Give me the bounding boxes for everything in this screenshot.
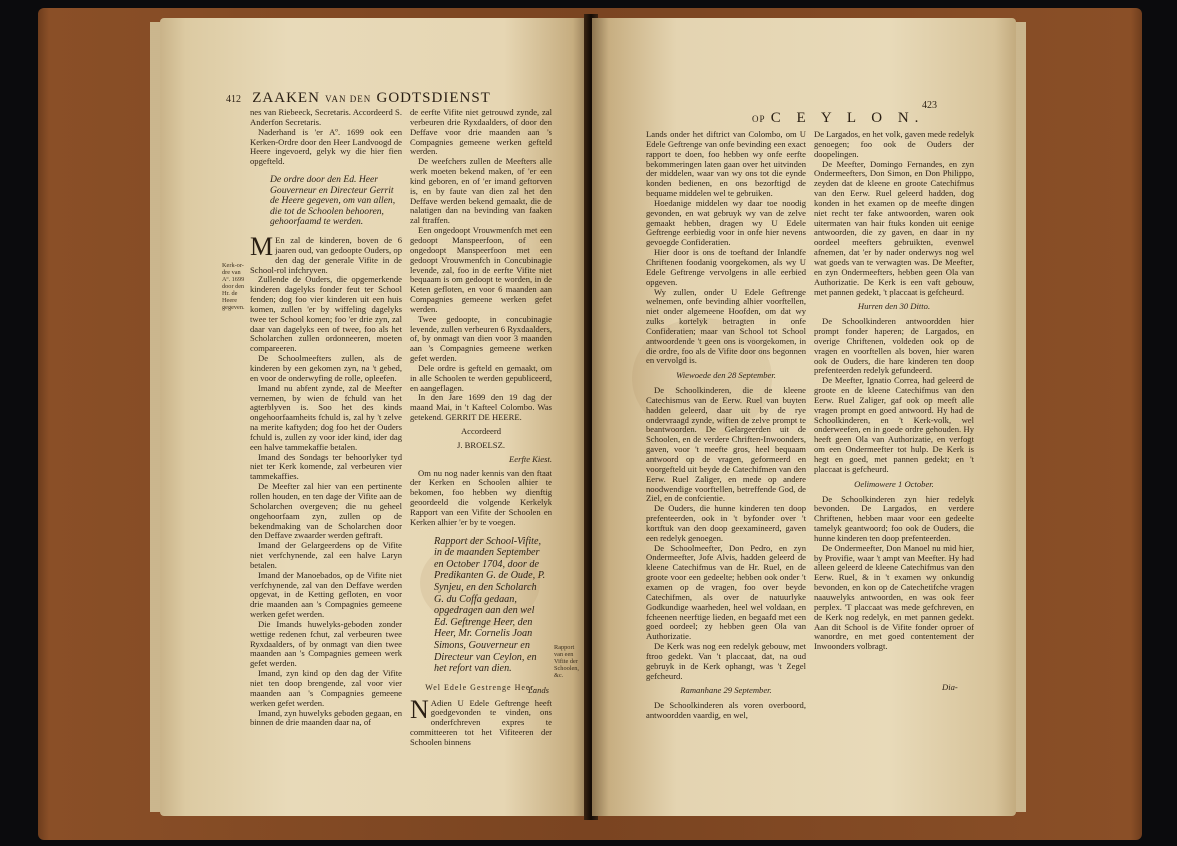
paragraph: Imand der Gelargeerdens op de Vifite niet verfchynende, zal een halve Laryn betalen. [250, 540, 402, 570]
paragraph: Imand der Manoebados, op de Vifite niet verfchynende, zal van den Deffave werden opgevat, in de Ketting gefloten, en voor drie maanden aan 's Compagnies gemeene werken gefet werden. [250, 569, 402, 620]
right-running-head [752, 110, 924, 127]
ordre-title: De ordre door den Ed. Heer Gouverneur en Directeur Gerrit de Heere gegeven, om van allen, die tot de Schoolen behooren, gehoorfaamd te werden. [270, 174, 396, 228]
left-page [160, 18, 590, 816]
left-margin-note-1: Kerk-or- dre van Aº. 1699 door den Hr. de Heere gegeven. [222, 262, 245, 311]
paragraph: De Ondermeefter, Don Manoel nu mid hier, by Provifie, waar 't ampt van Meefter. Hy had alleen geleerd de kleene Catechifmus van den Eerw. Ruel, & in 't examen wy onkundig bevonden, en kon op de Catechetifche vragen naauwelyks antwoorden, en was ook feer perplex. 'T placcaat was mede gefchreven, en de Kerk nog redelyk, en met pannen gedekt. Aan dit School is de Vifite fonder oproer of wanordre, en met goed contentement der Inwoonders volbragt. [814, 542, 974, 652]
rapport-title: Rapport der School-Vifite, in de maanden September en October 1704, door de Predikanten G. de Oude, P. Synjeu, en den Scholarch G. du Coffa gedaan, opgedragen aan den wel Ed. Geftrenge Heer, den Heer, Mr. Cornelis Joan Simons, Gouverneur en Directeur van Ceylon, en het refort van dien. [434, 535, 546, 675]
paragraph: de eerfte Vifite niet getrouwd zynde, zal verbeuren drie Ryxdaalders, of door den Deffave voor drie maanden aan 's Compagnies gemeene werken gefteld werden. [410, 107, 552, 157]
paragraph: Om nu nog nader kennis van den ftaat der Kerken en Schoolen alhier te bekomen, foo hebben wy dienftig geoordeeld die volgende Kerkelyk Rapport van een Vifite der Schoolen en Kerken alhier 'er by te voegen. [410, 467, 552, 527]
paragraph: In den Jare 1699 den 19 dag der maand Mai, in 't Kafteel Colombo. Was getekend. GERRIT DE HEERE. [410, 392, 552, 423]
date-heading: Hurren den 30 Ditto. [857, 301, 931, 312]
right-column-1 [646, 130, 806, 721]
right-column-2 [814, 130, 974, 652]
date-heading: Wiewoede den 28 September. [676, 370, 776, 381]
paragraph: De Ouders, die hunne kinderen ten doop prefenteerden, ook in 't byfonder over 't kortftuk van den doop geexamineerd, gaven een redelyk genoegen. [646, 503, 806, 543]
paragraph: De weefchers zullen de Meefters alle werk moeten bekend maken, of 'er een kind geboren, en of 'er imand geftorven is, en by faute van dien zal het den Deffave werden bekend gemaakt, die de nalatigen dan na bevinding van faaken zal ftraffen. [410, 156, 552, 226]
paragraph: De Meefter, Domingo Fernandes, en zyn Ondermeefters, Don Simon, en Don Philippo, zeyden dat de kleene en groote Catechifmus van den Eerw. Ruel geleerd hadden, dog konden in het examen op de meefte dingen niet recht ter fake antwoorden, waren ook uitermaten van hair ftuks konden uit eenige antwoorden, die zy gaven, en daar in ny oordeel meefters gebruikten, evenwel afnemen, dat 'er by nader onderwys nog wel wat goeds van te verwagten was. De Meefter, en zyn Ondermeefters, hebben geen Ola van Authorizatie. De Kerk is een vaft gebouw, met pannen gedekt, 't placcaat is gefcheurd. [814, 158, 974, 297]
dropcap-paragraph: M En zal de kinderen, boven de 6 jaaren oud, van gedoopte Ouders, op den dag der generale Vifite in de School-rol infchryven. [250, 232, 402, 275]
left-margin-note-2: Rapport van een Vifite der Schoolen, &c. [554, 644, 580, 679]
address-line: Wel Edele Gestrenge Heer. [425, 682, 537, 692]
paragraph: Imand des Sondags ter behoorlyker tyd niet ter Kerk komende, zal verbeuren vier tammekaffies. [250, 451, 402, 482]
paragraph: Een ongedoopt Vrouwmenfch met een gedoopt Manspeerfoon, of een ongedoopt Manspeerfoon met een gedoopt Vrouwmenfch in Concubinagie levende, zal, foo in de eerfte Vifite niet bequaam is om gedoopt te worden, in de Keten gefloten, en voor 6 maanden aan Compagnies gemeene werken gefet werden. [410, 225, 552, 314]
paragraph: De Schoolkinderen, die de kleene Catechismus van de Eerw. Ruel van buyten hadden geleerd, daar uit by de rye ondervraagd zynde, wiften de zelve prompt te beantwoorden. De Gelargeerden uit de Schoolen, en de verdere Chriften-Inwoonders, gaven, voor 't meefte gros, heel bequaam antwoord op de vragen, geformeerd en voorgefteld uit beyde de Catechifmen van den Eerw. Ruel Zaliger, en mede op andere noodwendige voorftellen, betreffende God, de Ziel, en de confcientie. [646, 385, 806, 504]
paragraph: Naderhand is 'er Aº. 1699 ook een Kerken-Ordre door den Heer Landvoogd de Heere ingevoerd, gelyk wy die hier fien opgefteld. [250, 126, 402, 167]
left-page-number: 412 [226, 94, 241, 105]
paragraph: De Meefter zal hier van een pertinente rollen houden, en ten dage der Vifite aan de Scholarchen overgeven; die nu geheel ongehoorfaam zyn, zullen op de bekendmaking van de Scholarchen door den Deffave zwaarder werden geftraft. [250, 481, 402, 541]
paragraph: Dele ordre is gefteld en gemaakt, om in alle Schoolen te werden gepubliceerd, en aangeflagen. [410, 362, 552, 393]
right-title-main: C E Y L O N. [770, 110, 925, 126]
paragraph: De Meefter, Ignatio Correa, had geleerd de groote en de kleene Catechifmus van den Eerw. Ruel Zaliger, gaf ook op meeft alle vragen prompt en goed antwoord. Hy had de Schoolkinderen, en 't Kerk-volk, wel onderweefen, en in goede ordre gehouden. Hy heeft geen Ola van Authorizatie, en verfogt om een Ondermeefter tot hulp. De Kerk is hegt en goed, met pannen gedekt; en 't placcaat is gefcheurd. [814, 375, 974, 474]
paragraph: Imand, zyn kind op den dag der Vifite niet ten doop brengende, zal voor vier maanden aan 's Compagnies gemeene werken gefet werden. [250, 668, 402, 708]
paragraph: Imand nu abfent zynde, zal de Meefter vernemen, by wien de fchuld van het agterblyven is. Soo het des kinds ongehoorfaamheits fchuld is, zal hy 't zelve na merite kaftyden; dog foo het der Ouders fchuld is, zullen zy voor ider kind, ider dag een halve tammekaffie betalen. [250, 382, 402, 452]
paragraph: De Largados, en het volk, gaven mede redelyk genoegen; foo ook de Ouders der doopelingen. [814, 129, 974, 159]
paragraph: Die Imands huwelyks-geboden zonder wettige redenen fchut, zal verbeuren twee Ryxdaalders, of by onmagt van dien twee maanden aan 's Compagnies gemeen werk gefet werden. [250, 618, 402, 669]
left-title-main: ZAAKEN [252, 90, 320, 106]
dropcap-paragraph-2: N Adien U Edele Geftrenge heeft goedgevonden te vinden, ons onderfchreven expres te committeeren tot het Vifiteeren der Schoolen binnens [410, 694, 552, 747]
paragraph: Wy zullen, onder U Edele Geftrenge welnemen, onfe bevinding alhier voorftellen, niet onder algemeene Hoofden, om dat wy zulks kortelyk betragten in onfe Confideratien; maar van School tot School antwoordende 't geen ons is voorgekomen, in die ordre, foo als de Vifite door ons begonnen en vervolgd is. [646, 286, 806, 366]
paragraph: De Kerk was nog een redelyk gebouw, met ftroo gedekt. Van 't placcaat, dat, na oud gebruyk in de Kerk ophangt, was 't Zegel gefcheurd. [646, 641, 806, 681]
paragraph: Imand, zyn huwelyks geboden gegaan, en binnen de drie maanden daar na, of [250, 707, 402, 728]
left-column-2 [410, 108, 552, 748]
paragraph: De Schoolkinderen als voren overboord, antwoordden vaardig, en wel, [646, 700, 806, 721]
paragraph: De Schoolmeefters zullen, als de kinderen by een gekomen zyn, na 't gebed, en voor de onderwyfing de rolle, opleefen. [250, 353, 402, 383]
right-page-number-wrap [922, 96, 943, 112]
date-heading: Ramanhane 29 September. [680, 685, 772, 696]
accordeerd-label: Accordeerd [460, 426, 502, 436]
paragraph: De Schoolmeefter, Don Pedro, en zyn Ondermeefter, Jofe Alvis, hadden geleerd de kleene Catechifmus van de Hr. Ruel, en de groote voor een gedeelte; hebben ook onder 't examen op de vragen, foo over beyde Catechifmen, als over de natuurlyke Godkundige waarheden, heel wel voldaan, en fcheenen neerftige lieden, en begaafd met een goed oordeel; zy hebben geen Ola van Authorizatie. [646, 542, 806, 642]
right-page-number: 423 [922, 100, 937, 111]
dropcap-n: N [410, 694, 429, 724]
paragraph: De Schoolkinderen zyn hier redelyk bevonden. De Largados, en verdere Chriftenen, hebben maar voor een gedeelte tamelyk geantwoord; foo ook de Ouders, die hunne kinderen ten doop prefenteerden. [814, 493, 974, 543]
left-catchword: Lands [528, 685, 550, 695]
right-catchword: Dia- [942, 682, 958, 692]
left-column-1 [250, 108, 402, 728]
paragraph: Zullende de Ouders, die opgemerkende kinderen dagelyks fonder feut ter School fenden; dog foo vier kinderen uit een huis komen, zullen 'er by wiffeling dagelyks twee ter School komen; foo 'er drie zyn, zal daar van dagelyks een of twee, foo als het Scholarchen zullen ordonneeren, moeten compareeren. [250, 274, 402, 354]
paragraph: nes van Riebeeck, Secretaris. Accordeerd S. Anderfon Secretaris. [250, 107, 402, 127]
right-page-edges [1016, 22, 1026, 812]
date-heading: Oelimowere 1 October. [854, 478, 934, 489]
paragraph: De Schoolkinderen antwoordden hier prompt fonder haperen; de Largados, en overige Chriftenen, voldeden ook op de vragen en voorftellen als boven, hier waren ook de Ouders, die hare kinderen ten doop prefenteerden redelyk gefundeerd. [814, 316, 974, 376]
paragraph: Hoedanige middelen wy daar toe noodig gevonden, en wat gebruyk wy van de zelve gemaakt hebben, dragen wy U Edele Geftrenge eerbiedig voor in onfe hier nevens gevoegde Confideratien. [646, 197, 806, 248]
right-title-op: OP [752, 114, 766, 124]
left-title-mid: VAN DEN [325, 94, 372, 104]
right-page [592, 18, 1016, 816]
paragraph: Hier door is ons de toeftand der Inlandfe Chriftenen foodanig voorgekomen, als wy U Edele Geftrenge vervolgens in alle eerbied opgeven. [646, 247, 806, 287]
eerste-kiest: Eerfte Kiest. [509, 453, 552, 464]
left-running-head [226, 90, 491, 107]
left-title-end: GODTSDIENST [376, 90, 491, 106]
paragraph: Twee gedoopte, in concubinagie levende, zullen verbeuren 6 Ryxdaalders, of, by onmagt van dien voor 3 maanden aan 's Compagnies gemeene werken gefet werden. [410, 313, 552, 364]
dropcap-m: M [250, 232, 274, 262]
left-page-edges [150, 22, 160, 812]
paragraph: Lands onder het diftrict van Colombo, om U Edele Geftrenge van onfe bevinding een exact rapport te doen, foo hebben wy onfe eerfte bekommeringen laten gaan over het uitvinden der middelen, waar van wy ons tot die eynde konden bedienen, en ons bezorftigd de bequame middelen wel te gebruiken. [646, 129, 806, 199]
signer-name: J. BROELSZ. [457, 439, 505, 450]
